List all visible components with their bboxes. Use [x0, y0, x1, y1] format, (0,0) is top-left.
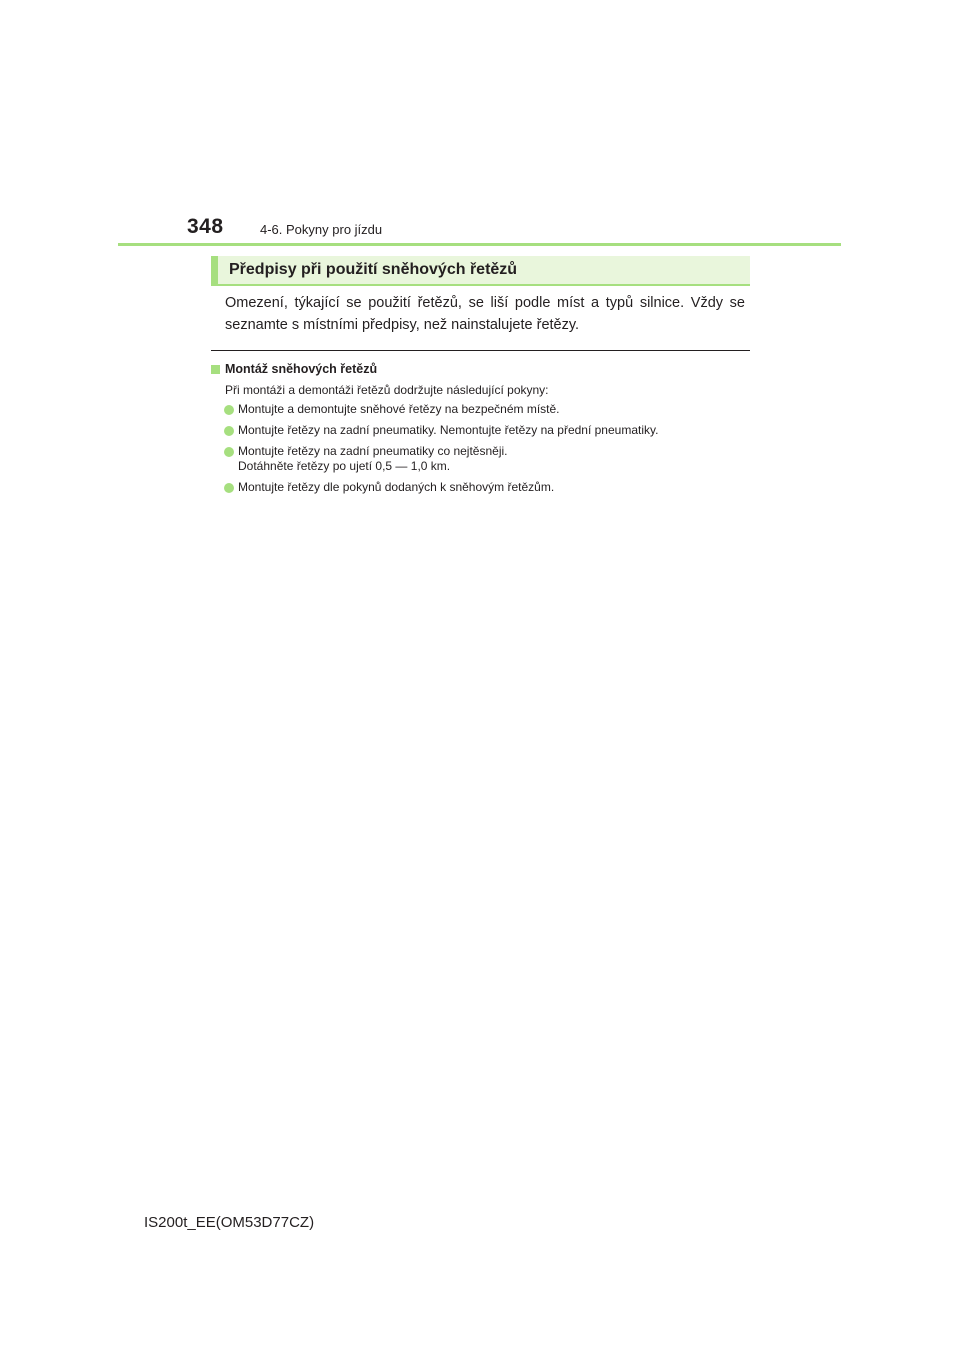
subsection-heading — [211, 362, 377, 376]
footer-code: IS200t_EE(OM53D77CZ) — [144, 1214, 315, 1231]
bullet-list — [224, 402, 658, 501]
bullet-text: Montujte a demontujte sněhové řetězy na bezpečném místě. — [238, 402, 560, 416]
circle-bullet-icon — [224, 483, 234, 493]
circle-bullet-icon — [224, 405, 234, 415]
divider — [211, 350, 750, 351]
bullet-text: Montujte řetězy na zadní pneumatiky. Nemontujte řetězy na přední pneumatiky. — [238, 423, 659, 437]
list-item — [224, 480, 658, 495]
circle-bullet-icon — [224, 426, 234, 436]
list-item — [224, 402, 658, 417]
bullet-text: Montujte řetězy dle pokynů dodaných k sněhovým řetězům. — [238, 480, 555, 494]
section-heading: Předpisy při použití sněhových řetězů — [229, 261, 518, 278]
square-bullet-icon — [211, 365, 220, 374]
subsection-intro: Při montáži a demontáži řetězů dodržujte následující pokyny: — [225, 383, 549, 397]
list-item — [224, 423, 658, 438]
subsection-title: Montáž sněhových řetězů — [225, 362, 378, 376]
circle-bullet-icon — [224, 447, 234, 457]
section-path: 4-6. Pokyny pro jízdu — [260, 222, 383, 237]
header-rule — [118, 243, 841, 246]
page-number: 348 — [187, 215, 224, 238]
bullet-text: Montujte řetězy na zadní pneumatiky co nejtěsněji. — [238, 444, 508, 458]
bullet-subtext: Dotáhněte řetězy po ujetí 0,5 — 1,0 km. — [238, 459, 451, 473]
section-heading-box — [211, 256, 750, 286]
list-item — [224, 444, 658, 474]
intro-paragraph: Omezení, týkající se použití řetězů, se liší podle míst a typů silnice. Vždy se seznamte s místními předpisy, než nainstalujete řetězy. — [225, 295, 745, 333]
